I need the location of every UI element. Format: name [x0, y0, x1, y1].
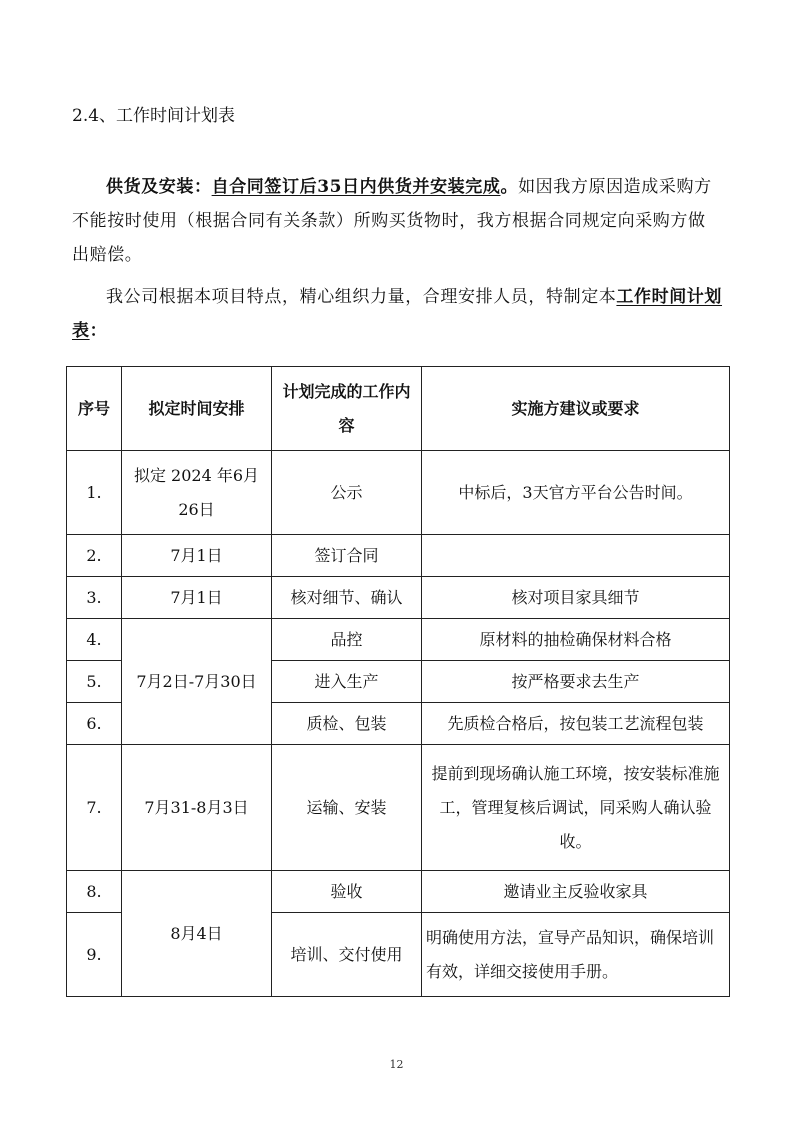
row-time: 7月1日: [122, 535, 272, 577]
plan-intro-end-mark: ：: [89, 321, 108, 341]
row-advice: 原材料的抽检确保材料合格: [422, 619, 730, 661]
plan-intro-paragraph: [72, 280, 722, 348]
row-advice: 核对项目家具细节: [422, 577, 730, 619]
row-seq: 7.: [67, 745, 122, 871]
row-work: 培训、交付使用: [272, 913, 422, 997]
row-work: 运输、安装: [272, 745, 422, 871]
row-seq: 1.: [67, 451, 122, 535]
row-work: 核对细节、确认: [272, 577, 422, 619]
row-advice: [422, 535, 730, 577]
row-time: 8月4日: [122, 871, 272, 997]
supply-install-label: 供货及安装：: [106, 177, 212, 197]
header-time: 拟定时间安排: [122, 367, 272, 451]
row-seq: 2.: [67, 535, 122, 577]
row-work: 签订合同: [272, 535, 422, 577]
header-work: 计划完成的工作内容: [272, 367, 422, 451]
row-work: 公示: [272, 451, 422, 535]
row-advice: 按严格要求去生产: [422, 661, 730, 703]
row-time: 7月31-8月3日: [122, 745, 272, 871]
table-row: [67, 619, 730, 661]
deadline-end-mark: 。: [500, 177, 519, 197]
table-header-row: [67, 367, 730, 451]
row-work: 品控: [272, 619, 422, 661]
row-seq: 8.: [67, 871, 122, 913]
table-row: [67, 535, 730, 577]
table-row: [67, 577, 730, 619]
page-number: 12: [389, 1058, 404, 1071]
row-seq: 5.: [67, 661, 122, 703]
row-time: 7月2日-7月30日: [122, 619, 272, 745]
section-title: 2.4、工作时间计划表: [72, 106, 236, 126]
row-work: 质检、包装: [272, 703, 422, 745]
row-advice: 中标后，3天官方平台公告时间。: [422, 451, 730, 535]
header-advice: 实施方建议或要求: [422, 367, 730, 451]
compensation-text: 如因我方原因造成采购方不能按时使用（根据合同有关条款）所购买货物时，我方根据合同规定向采购方做出赔偿。: [72, 177, 712, 265]
row-seq: 4.: [67, 619, 122, 661]
row-seq: 3.: [67, 577, 122, 619]
plan-title-emphasis: 工作时间计划表: [72, 287, 723, 341]
table-row: [67, 451, 730, 535]
row-advice: 先质检合格后，按包装工艺流程包装: [422, 703, 730, 745]
row-advice: 邀请业主反验收家具: [422, 871, 730, 913]
work-schedule-table: [66, 366, 730, 997]
table-row: [67, 871, 730, 913]
row-time: 7月1日: [122, 577, 272, 619]
row-time: 拟定 2024 年6月26日: [122, 451, 272, 535]
row-advice: 明确使用方法，宣导产品知识，确保培训有效，详细交接使用手册。: [422, 913, 730, 997]
plan-intro-text: 我公司根据本项目特点，精心组织力量，合理安排人员，特制定本: [106, 287, 617, 307]
supply-install-paragraph: [72, 170, 722, 272]
row-seq: 9.: [67, 913, 122, 997]
delivery-deadline: 自合同签订后35日内供货并安装完成: [211, 177, 501, 197]
row-advice: 提前到现场确认施工环境，按安装标准施工，管理复核后调试，同采购人确认验收。: [422, 745, 730, 871]
table-row: [67, 745, 730, 871]
row-work: 进入生产: [272, 661, 422, 703]
header-seq: 序号: [67, 367, 122, 451]
row-work: 验收: [272, 871, 422, 913]
row-seq: 6.: [67, 703, 122, 745]
